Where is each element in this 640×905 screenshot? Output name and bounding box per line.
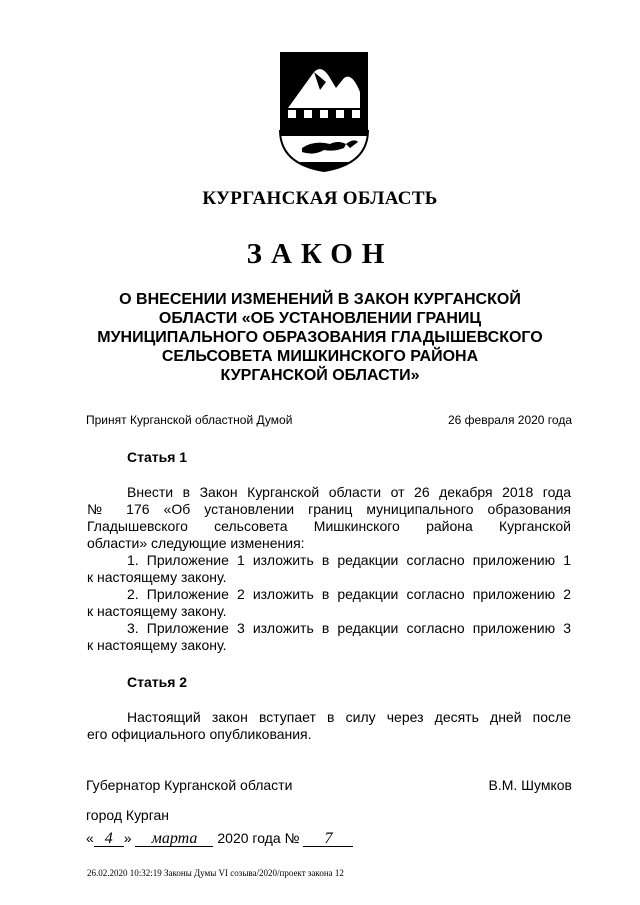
paragraph-line: Настоящий закон вступает в силу через десять дней после: [127, 709, 571, 725]
signature-row: [86, 777, 572, 793]
document-type-title: ЗАКОН: [246, 238, 394, 270]
year-text: 2020 года №: [217, 830, 300, 846]
handwritten-day: 4: [94, 832, 124, 847]
subtitle-line: ОБЛАСТИ «ОБ УСТАНОВЛЕНИИ ГРАНИЦ: [158, 310, 482, 327]
article-2-body: [87, 709, 571, 743]
article-1-body: [87, 484, 571, 654]
article-2-heading: Статья 2: [127, 674, 188, 690]
subtitle-line: МУНИЦИПАЛЬНОГО ОБРАЗОВАНИЯ ГЛАДЫШЕВСКОГО: [97, 329, 543, 346]
paragraph-line: к настоящему закону.: [87, 637, 227, 653]
paragraph-line: к настоящему закону.: [87, 603, 227, 619]
place-of-signing: город Курган: [86, 807, 170, 823]
adopted-by-text: Принят Курганской областной Думой: [86, 413, 293, 427]
adoption-date: 26 февраля 2020 года: [447, 413, 572, 427]
region-title: КУРГАНСКАЯ ОБЛАСТЬ: [202, 188, 438, 209]
paragraph-line: к настоящему закону.: [87, 569, 227, 585]
paragraph-line: 3. Приложение 3 изложить в редакции согласно приложению 3: [127, 620, 571, 636]
handwritten-number: 7: [303, 832, 353, 847]
paragraph-line: 1. Приложение 1 изложить в редакции согласно приложению 1: [127, 552, 571, 568]
paragraph-line: Гладышевского сельсовета Мишкинского района Курганской: [87, 518, 571, 534]
coat-of-arms-icon: [274, 48, 374, 174]
quote-open: «: [86, 830, 94, 846]
paragraph-line: Внести в Закон Курганской области от 26 декабря 2018 года: [127, 484, 571, 500]
paragraph-line: его официального опубликования.: [87, 726, 312, 742]
subtitle-line: КУРГАНСКОЙ ОБЛАСТИ»: [220, 367, 420, 384]
paragraph-line: № 176 «Об установлении границ муниципального образования: [87, 501, 571, 517]
signatory-name: В.М. Шумков: [488, 777, 572, 793]
subtitle-line: О ВНЕСЕНИИ ИЗМЕНЕНИЙ В ЗАКОН КУРГАНСКОЙ: [119, 291, 521, 308]
signatory-position: Губернатор Курганской области: [86, 777, 293, 793]
subtitle-line: СЕЛЬСОВЕТА МИШКИНСКОГО РАЙОНА: [161, 348, 479, 365]
adoption-row: [86, 413, 572, 427]
law-subtitle: [80, 290, 560, 385]
quote-close: »: [123, 830, 132, 846]
handwritten-month: марта: [135, 832, 213, 847]
footer-file-info: 26.02.2020 10:32:19 Законы Думы VI созыва/2020/проект закона 12: [87, 868, 344, 878]
paragraph-line: 2. Приложение 2 изложить в редакции согласно приложению 2: [127, 586, 571, 602]
article-1-heading: Статья 1: [127, 449, 188, 465]
paragraph-line: области» следующие изменения:: [87, 535, 305, 551]
date-number-line: [86, 830, 353, 847]
